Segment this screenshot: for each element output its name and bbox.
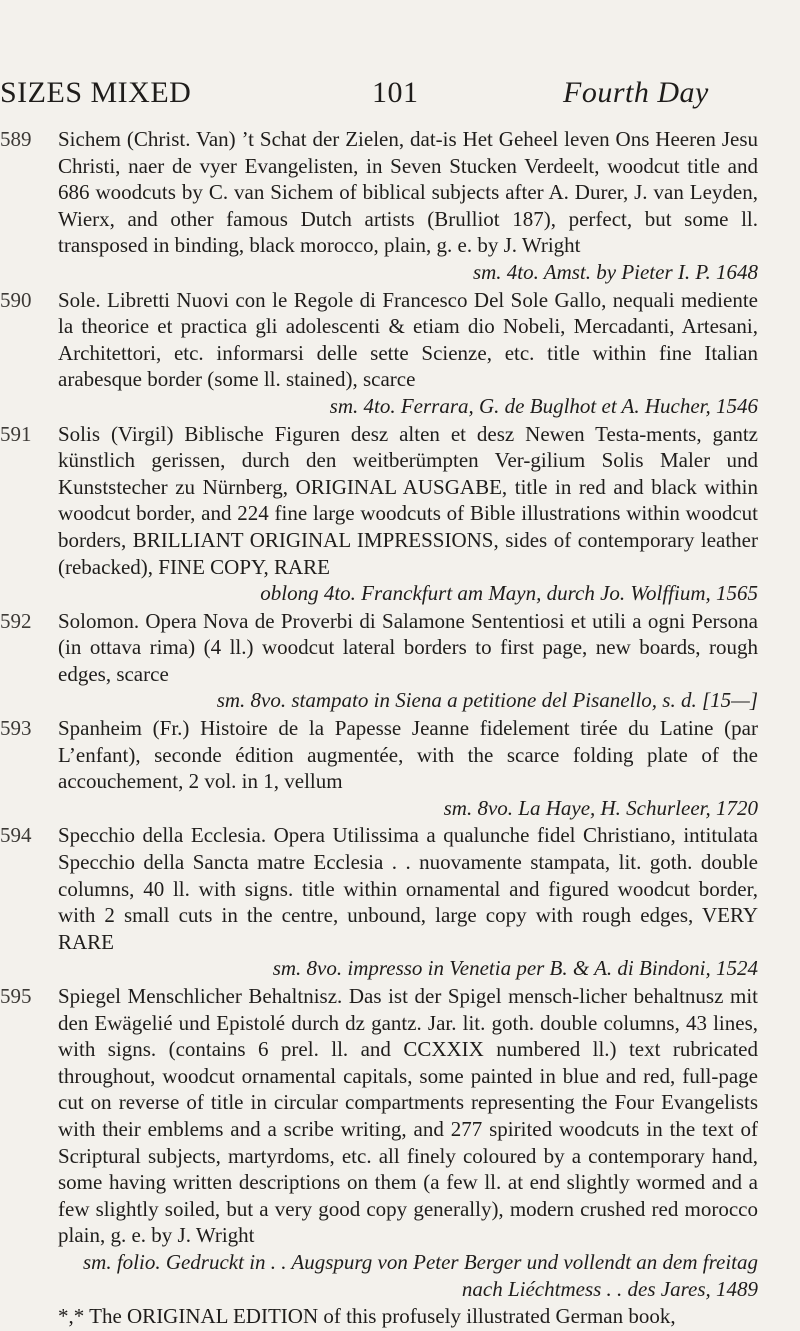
lot-entry xyxy=(0,287,800,420)
lot-imprint: sm. 8vo. impresso in Venetia per B. & A. di Bindoni, 1524 xyxy=(272,956,758,981)
lot-description xyxy=(58,287,758,420)
lot-list xyxy=(0,126,800,1331)
lot-entry xyxy=(0,421,800,607)
lot-text: Sichem (Christ. Van) ’t Schat der Zielen, dat-is Het Geheel leven Ons Heeren Jesu Christi, naer de vyer Evangelisten, in Seven Stucken Verdeelt, woodcut title and 686 woodcuts by C. van Sichem of biblical subjects after A. Durer, J. van Leyden, Wierx, and other famous Dutch artists (Brulliot 187), perfect, but some ll. transposed in binding, black morocco, plain, g. e. by J. Wright xyxy=(58,127,758,258)
lot-entry xyxy=(0,715,800,821)
page-number: 101 xyxy=(372,76,419,109)
header-day-label: Fourth Day xyxy=(563,76,709,109)
lot-number: 591 xyxy=(0,421,32,446)
footnote xyxy=(0,1303,800,1330)
lot-entry xyxy=(0,983,800,1302)
page-header xyxy=(0,76,800,116)
lot-number: 595 xyxy=(0,984,32,1008)
lot-description xyxy=(58,126,758,286)
lot-entry xyxy=(0,126,800,286)
lot-number: 592 xyxy=(0,608,32,633)
lot-text: Spiegel Menschlicher Behaltnisz. Das ist der Spigel mensch-licher behaltnusz mit den Ewägelié und Epistolé durch dz gantz. Jar. lit. goth. double columns, 43 lines, with signs. (contains 6 prel. ll. and CCXXIX numbered ll.) text rubricated throughout, woodcut ornamental capitals, some painted in blue and red, full-page cut on reverse of title in circular compartments representing the Four Evangelists with their emblems and a scribe writing, and 277 spirited woodcuts in the text of Scriptural subjects, martyrdoms, etc. all finely coloured by a contemporary hand, some having written descriptions on them (a few ll. at end slightly wormed and a few slightly soiled, but a very good copy generally), modern crushed red morocco plain, g. e. by J. Wright xyxy=(58,984,758,1248)
lot-entry xyxy=(0,608,800,714)
lot-entry xyxy=(0,822,800,982)
lot-number: 590 xyxy=(0,287,32,312)
lot-imprint: sm. folio. Gedruckt in . . Augspurg von Peter Berger und vollendt an dem freitag nach Liéchtmess . . des Jares, 1489 xyxy=(82,1249,758,1301)
lot-description xyxy=(58,983,758,1302)
lot-text: Spanheim (Fr.) Histoire de la Papesse Jeanne fidelement tirée du Latine (par L’enfant), seconde édition augmentée, with the scarce folding plate of the accouchement, 2 vol. in 1, vellum xyxy=(58,716,758,794)
lot-imprint: oblong 4to. Franckfurt am Mayn, durch Jo. Wolffium, 1565 xyxy=(260,581,758,606)
lot-text: Sole. Libretti Nuovi con le Regole di Francesco Del Sole Gallo, nequali mediente la theorice et practica gli adolescenti & etiam dio Nobeli, Mercadanti, Artesani, Architettori, etc. informarsi delle sette Scienze, etc. title within fine Italian arabesque border (some ll. stained), scarce xyxy=(58,287,758,392)
lot-imprint: sm. 8vo. stampato in Siena a petitione del Pisanello, s. d. [15—] xyxy=(216,688,758,713)
lot-description xyxy=(58,715,758,821)
header-section-label: SIZES MIXED xyxy=(0,76,192,109)
lot-text: Specchio della Ecclesia. Opera Utilissima a qualunche fidel Christiano, intitulata Specchio della Sancta matre Ecclesia . . nuovamente stampata, lit. goth. double columns, 40 ll. with signs. title within ornamental and figured woodcut border, with 2 small cuts in the centre, unbound, large copy with rough edges, VERY RARE xyxy=(58,823,758,954)
lot-description xyxy=(58,822,758,982)
lot-text: Solis (Virgil) Biblische Figuren desz alten et desz Newen Testa-ments, gantz künstlich gerissen, durch den weitberümpten Ver-gilium Solis Maler und Kunststecher zu Nürnberg, ORIGINAL AUSGABE, title in red and black within woodcut border, and 224 fine large woodcuts of Bible illustrations within woodcut borders, BRILLIANT ORIGINAL IMPRESSIONS, sides of contemporary leather (rebacked), FINE COPY, RARE xyxy=(58,421,758,579)
lot-text: Solomon. Opera Nova de Proverbi di Salamone Sententiosi et utili a ogni Persona (in ottava rima) (4 ll.) woodcut lateral borders to first page, new boards, rough edges, scarce xyxy=(58,608,758,686)
lot-number: 594 xyxy=(0,823,32,848)
lot-number: 589 xyxy=(0,127,32,151)
lot-description xyxy=(58,421,758,607)
lot-number: 593 xyxy=(0,716,32,741)
footnote-text: *,* The ORIGINAL EDITION of this profusely illustrated German book, xyxy=(58,1304,676,1329)
lot-imprint: sm. 4to. Ferrara, G. de Buglhot et A. Hucher, 1546 xyxy=(329,393,758,418)
lot-imprint: sm. 8vo. La Haye, H. Schurleer, 1720 xyxy=(443,795,758,820)
lot-description xyxy=(58,608,758,714)
lot-imprint: sm. 4to. Amst. by Pieter I. P. 1648 xyxy=(472,259,758,284)
